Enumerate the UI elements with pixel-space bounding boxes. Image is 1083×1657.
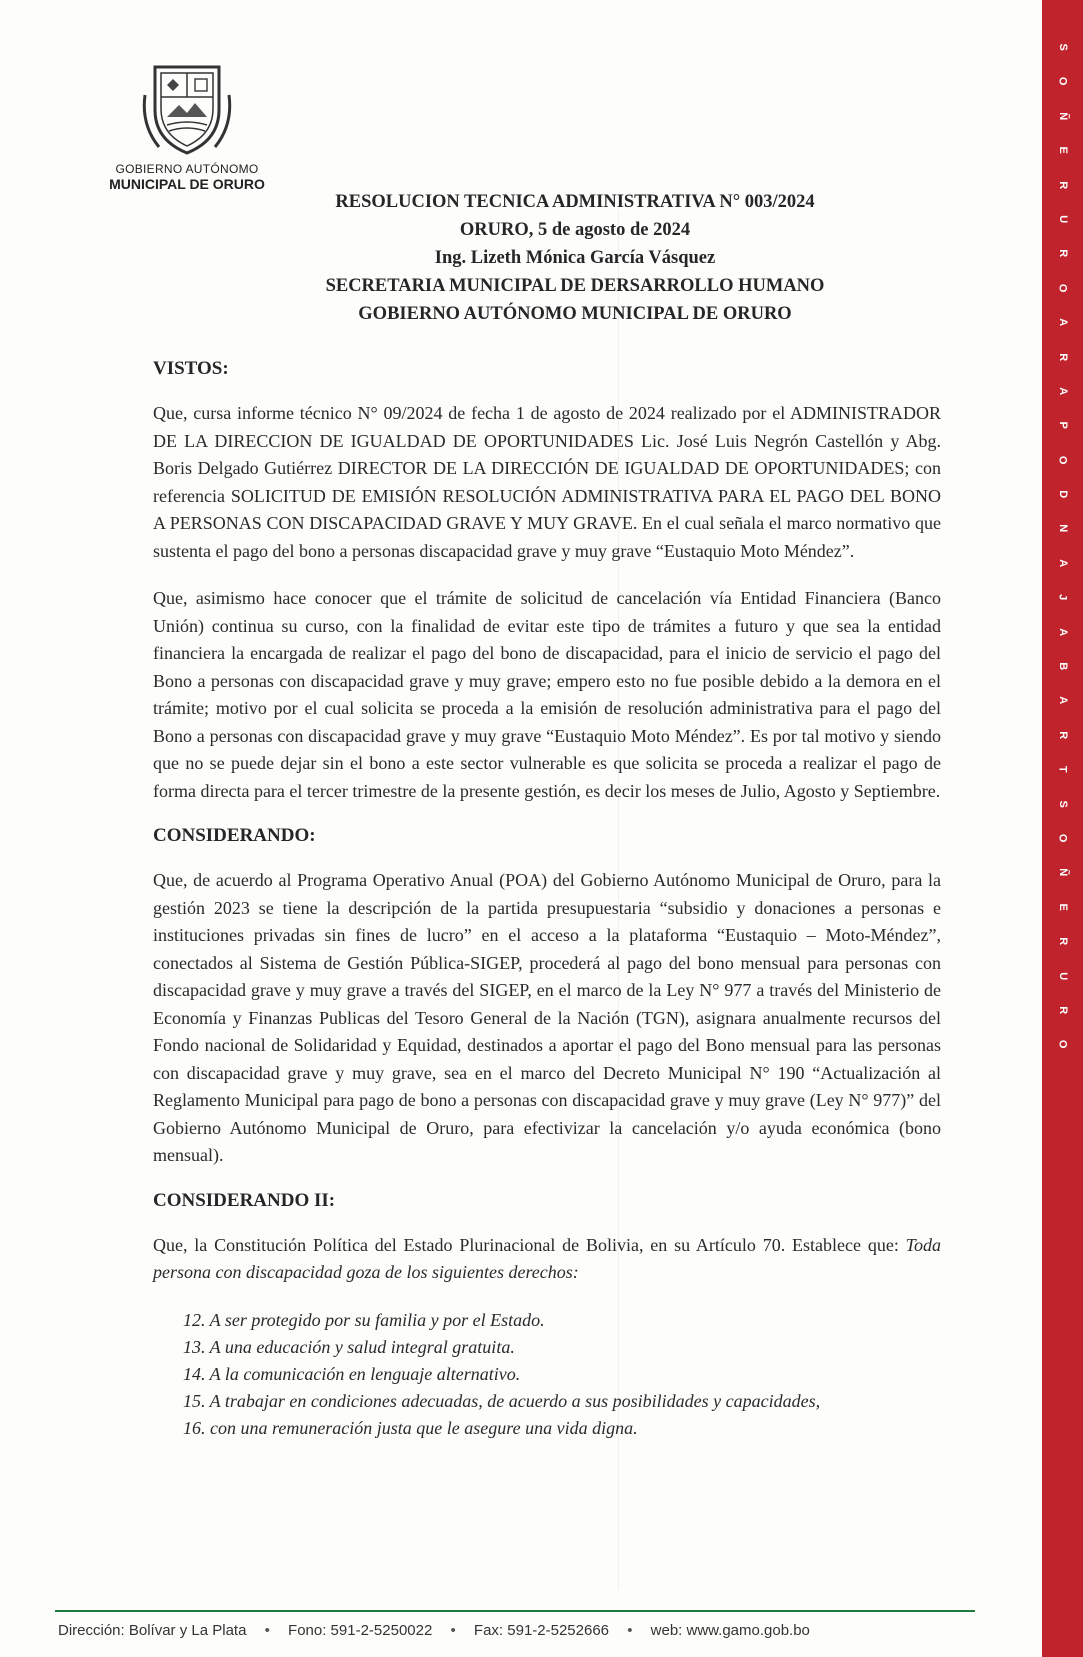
- slogan-letter: A: [1056, 387, 1069, 396]
- document-body: [153, 358, 941, 1442]
- slogan-letter: R: [1056, 937, 1069, 946]
- slogan-letter: J: [1056, 594, 1069, 601]
- logo-text-gobierno: GOBIERNO AUTÓNOMO: [115, 162, 259, 176]
- slogan-letter: R: [1056, 731, 1069, 739]
- slogan-letter: A: [1056, 318, 1069, 327]
- footer-phone: Fono: 591-2-5250022: [288, 1622, 433, 1639]
- section-title-considerando: CONSIDERANDO:: [153, 825, 316, 846]
- paragraph-vistos-2: Que, asimismo hace conocer que el trámite de solicitud de cancelación vía Entidad Financiera (Banco Unión) continua su curso, con la finalidad de evitar este tipo de trámites a futuro y que sea la entidad financiera la encargada de realizar el pago del bono de discapacidad, para el inicio de servicio el pago del Bono a personas con discapacidad grave y muy grave; empero esto no fue posible debido a la demora en el trámite; motivo por el cual solicita se proceda a la emisión de resolución administrativa para el pago del Bono a personas con discapacidad grave y muy grave “Eustaquio Moto Méndez”. Es por tal motivo y siendo que no se puede dejar sin el bono a este sector vulnerable es que solicita se proceda a realizar el pago de forma directa para el tercer trimestre de la presente gestión, es decir los meses de Julio, Agosto y Septiembre.: [153, 588, 941, 801]
- section-title-considerando-ii: CONSIDERANDO II:: [153, 1189, 336, 1211]
- paragraph-considerando-1: Que, de acuerdo al Programa Operativo Anual (POA) del Gobierno Autónomo Municipal de Oruro, para la gestión 2023 se tiene la descripción de la partida presupuestaria “subsidio y donaciones a personas e instituciones privadas sin fines de lucro” en el acceso a la plataforma “Eustaquio – Moto-Méndez”, conectados al Sistema de Gestión Pública-SIGEP, procederá al pago del bono mensual para personas con discapacidad grave y muy grave a través del SIGEP, en el marco de la Ley N° 977 a través del Ministerio de Economía y Finanzas Publicas del Tesoro General de la Nación (TGN), asignara anualmente recursos del Fondo nacional de Solidaridad y Equidad, destinados a aportar el pago del Bono mensual para las personas con discapacidad grave y muy grave, sea en el marco del Decreto Municipal N° 190 “Actualización al Reglamento Municipal para pago de bono a personas con discapacidad grave y muy grave (Ley N° 977)” del Gobierno Autónomo Municipal de Oruro, para efectivizar la cancelación y/o ayuda económica (bono mensual).: [153, 870, 941, 1165]
- slogan-letter: S: [1056, 43, 1069, 51]
- footer-bullet: •: [264, 1622, 270, 1639]
- footer-bullet: •: [627, 1622, 633, 1639]
- list-item: 16. con una remuneración justa que le asegure una vida digna.: [183, 1417, 638, 1438]
- resolution-signatory: Ing. Lizeth Mónica García Vásquez: [434, 248, 716, 268]
- resolution-secretariat: SECRETARIA MUNICIPAL DE DERSARROLLO HUMANO: [325, 276, 825, 296]
- footer-bullet: •: [450, 1622, 456, 1639]
- list-item: 12. A ser protegido por su familia y por el Estado.: [183, 1309, 545, 1330]
- paragraph-vistos-1: Que, cursa informe técnico N° 09/2024 de fecha 1 de agosto de 2024 realizado por el ADMINISTRADOR DE LA DIRECCION DE IGUALDAD DE OPORTUNIDADES Lic. José Luis Negrón Castellón y Abg. Boris Delgado Gutiérrez DIRECTOR DE LA DIRECCIÓN DE IGUALDAD DE OPORTUNIDADES; con referencia SOLICITUD DE EMISIÓN RESOLUCIÓN ADMINISTRATIVA PARA EL PAGO DEL BONO A PERSONAS CON DISCAPACIDAD GRAVE Y MUY GRAVE. En el cual señala el marco normativo que sustenta el pago del bono a personas discapacidad grave y muy grave “Eustaquio Moto Méndez”.: [153, 403, 941, 561]
- coat-of-arms-icon: [137, 55, 237, 160]
- slogan-letter: R: [1056, 352, 1069, 361]
- slogan-letter: D: [1056, 490, 1069, 499]
- slogan-letter: B: [1056, 662, 1069, 671]
- footer-contact: [58, 1622, 978, 1639]
- slogan-letter: R: [1056, 249, 1069, 258]
- slogan-letter: E: [1056, 903, 1069, 911]
- logo-text-municipal: MUNICIPAL DE ORURO: [109, 176, 265, 192]
- footer-divider: [55, 1610, 975, 1612]
- list-item: 15. A trabajar en condiciones adecuadas, de acuerdo a sus posibilidades y capacidades,: [183, 1390, 821, 1411]
- slogan-letter: O: [1056, 77, 1069, 86]
- slogan-letter: N: [1056, 524, 1069, 533]
- slogan-letter: R: [1056, 180, 1069, 189]
- list-item: 13. A una educación y salud integral gratuita.: [183, 1336, 515, 1357]
- slogan-letter: U: [1056, 971, 1069, 980]
- section-title-vistos: VISTOS:: [153, 358, 229, 379]
- slogan-letter: E: [1056, 146, 1069, 155]
- slogan-letter: O: [1056, 833, 1069, 843]
- slogan-letter: S: [1056, 800, 1069, 808]
- article-quote: Toda persona con discapacidad goza de los siguientes derechos:: [153, 1234, 941, 1282]
- resolution-header: [280, 188, 870, 328]
- rights-list: [183, 1307, 941, 1442]
- municipal-logo: [92, 55, 282, 192]
- slogan-letter: O: [1056, 283, 1069, 293]
- slogan-letter: A: [1056, 627, 1069, 636]
- slogan-letter: R: [1056, 1006, 1069, 1015]
- resolution-date: ORURO, 5 de agosto de 2024: [459, 220, 691, 240]
- slogan-letter: O: [1056, 1040, 1069, 1049]
- slogan-letter: A: [1056, 696, 1069, 705]
- slogan-letter: P: [1056, 421, 1069, 430]
- resolution-number: RESOLUCION TECNICA ADMINISTRATIVA N° 003/2024: [335, 192, 815, 212]
- footer-fax: Fax: 591-2-5252666: [473, 1622, 610, 1639]
- slogan-letter: U: [1056, 215, 1069, 224]
- article-intro: Que, la Constitución Política del Estado Plurinacional de Bolivia, en su Artículo 70. Establece que:: [153, 1234, 906, 1255]
- slogan-letter: O: [1056, 455, 1069, 465]
- slogan-letter: T: [1056, 766, 1069, 773]
- slogan-letter: Ñ: [1056, 868, 1069, 877]
- footer-web: web: www.gamo.gob.bo: [650, 1622, 810, 1639]
- list-item: 14. A la comunicación en lenguaje alternativo.: [183, 1363, 521, 1384]
- slogan-letter: Ñ: [1056, 112, 1069, 120]
- resolution-government: GOBIERNO AUTÓNOMO MUNICIPAL DE ORURO: [358, 304, 792, 324]
- slogan-side-band: [1042, 0, 1083, 1657]
- slogan-letter: A: [1056, 559, 1069, 568]
- footer-address: Dirección: Bolívar y La Plata: [58, 1622, 247, 1639]
- paragraph-considerando-ii-1: [153, 1232, 941, 1287]
